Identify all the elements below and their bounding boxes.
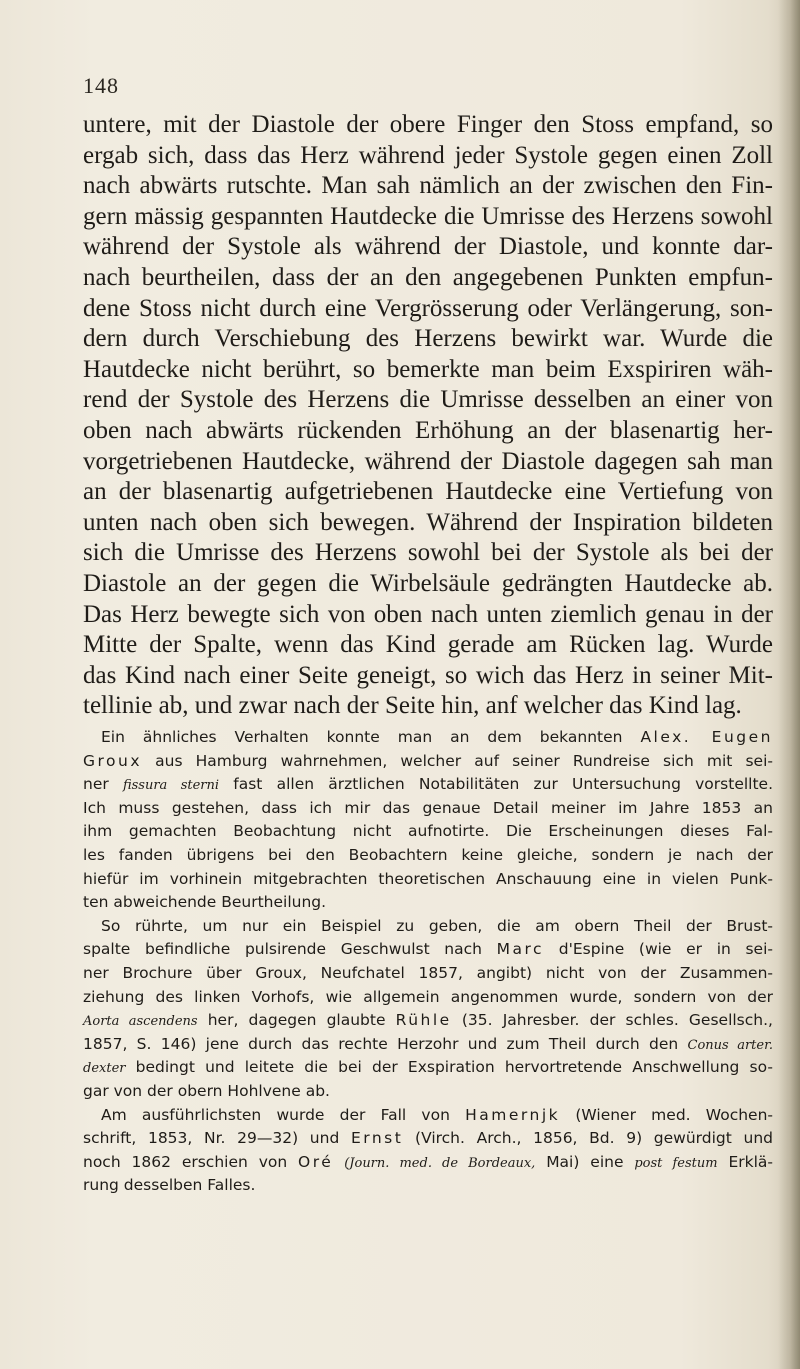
body-line: dern durch Verschiebung des Herzens bewirkt war. Wurde die [83, 325, 773, 353]
person-name-groux: Groux [83, 751, 143, 770]
person-name-ore: Oré [298, 1152, 334, 1171]
person-name-ruehle: Rühle [395, 1011, 452, 1030]
note-text: schrift, 1853, Nr. 29—32) und [83, 1129, 340, 1148]
body-line: gern mässig gespannten Hautdecke die Umrisse des Herzens sowohl [83, 202, 773, 230]
body-line: Das Herz bewegte sich von oben nach unten ziemlich genau in der [83, 600, 773, 628]
person-name-marc: Marc [496, 940, 545, 959]
note-text: Mai) eine [546, 1152, 624, 1171]
note-line: hiefür im vorhinein mitgebrachten theoretischen Anschauung eine in vielen Punk- [83, 869, 773, 888]
person-name-alex-eugen: Alex. Eugen [640, 728, 773, 746]
note-line: ner Brochure über Groux, Neufchatel 1857, angibt) nicht von der Zusammen- [83, 963, 773, 982]
body-line: Hautdecke nicht berührt, so bemerkte man beim Exspiriren wäh- [83, 355, 773, 383]
note-line [83, 726, 773, 750]
body-line: Mitte der Spalte, wenn das Kind gerade am Rücken lag. Wurde [83, 631, 773, 659]
body-line: dene Stoss nicht durch eine Vergrösserung oder Verlängerung, son- [83, 294, 773, 322]
note-line: So rührte, um nur ein Beispiel zu geben, die am obern Theil der Brust- [101, 916, 773, 935]
note-text: noch 1862 erschien von [83, 1152, 288, 1171]
note-text: d'Espine (wie er in sei- [558, 940, 773, 959]
note-text: (Virch. Arch., 1856, Bd. 9) gewürdigt und [415, 1129, 773, 1148]
note-line [83, 1151, 773, 1175]
note-line: ihm gemachten Beobachtung nicht aufnotirte. Die Erscheinungen dieses Fal- [83, 822, 773, 841]
note-line [83, 773, 773, 797]
body-line: unten nach oben sich bewegen. Während der Inspiration bildeten [83, 508, 773, 536]
person-name-ernst: Ernst [350, 1129, 404, 1148]
latin-term-conus-arter: Conus arter. [687, 1037, 773, 1053]
body-line: tellinie ab, und zwar nach der Seite hin, anf welcher das Kind lag. [83, 692, 742, 720]
journal-title-bordeaux: (Journ. med. de Bordeaux, [344, 1155, 536, 1171]
body-line: Diastole an der gegen die Wirbelsäule gedrängten Hautdecke ab. [83, 569, 773, 597]
note-text: bedingt und leitete die bei der Exspiration hervortretende Anschwellung so- [135, 1058, 773, 1077]
note-text: (35. Jahresber. der schles. Gesellsch., [461, 1011, 773, 1030]
note-text: fast allen ärztlichen Notabilitäten zur Untersuchung vorstellte. [233, 775, 774, 794]
note-text: Am ausführlichsten wurde der Fall von [101, 1105, 450, 1124]
main-body-text [83, 110, 773, 722]
note-line: Ich muss gestehen, dass ich mir das genaue Detail meiner im Jahre 1853 an [83, 798, 773, 817]
latin-term-post-festum: post festum [634, 1155, 718, 1171]
body-line: ergab sich, dass das Herz während jeder Systole gegen einen Zoll [83, 141, 773, 169]
note-line [83, 1033, 773, 1057]
body-line: während der Systole als während der Diastole, und konnte dar- [83, 233, 773, 261]
note-line: gar von der obern Hohlvene ab. [83, 1081, 330, 1100]
note-line [83, 1104, 773, 1128]
note-text: spalte befindliche pulsirende Geschwulst nach [83, 940, 482, 959]
note-text: (Wiener med. Wochen- [575, 1105, 773, 1124]
body-line: nach abwärts rutschte. Man sah nämlich an der zwischen den Fin- [83, 172, 773, 200]
note-line [83, 1009, 773, 1033]
latin-term-aorta-ascendens: Aorta ascendens [83, 1014, 198, 1030]
latin-term-fissura-sterni: fissura sterni [122, 778, 220, 794]
note-text: ner [83, 775, 109, 794]
note-line [83, 1127, 773, 1151]
note-text: Ein ähnliches Verhalten konnte man an dem bekannten [101, 728, 623, 746]
note-line: ten abweichende Beurtheilung. [83, 893, 327, 912]
note-text: her, dagegen glaubte [207, 1011, 386, 1030]
body-line: an der blasenartig aufgetriebenen Hautdecke eine Vertiefung von [83, 478, 773, 506]
note-line: rung desselben Falles. [83, 1176, 256, 1195]
body-line: vorgetriebenen Hautdecke, während der Diastole dagegen sah man [83, 447, 773, 475]
note-text: Erklä- [728, 1152, 773, 1171]
page-number: 148 [83, 73, 119, 98]
latin-term-dexter: dexter [83, 1061, 126, 1077]
body-line: das Kind nach einer Seite geneigt, so wich das Herz in seiner Mit- [83, 661, 773, 689]
person-name-hamernjk: Hamernjk [465, 1105, 561, 1124]
note-line [83, 938, 773, 962]
body-line: rend der Systole des Herzens die Umrisse desselben an einer von [83, 386, 773, 414]
footnote-text [83, 726, 773, 1198]
body-line: sich die Umrisse des Herzens sowohl bei der Systole als bei der [83, 539, 773, 567]
page-edge-shadow [778, 0, 800, 1369]
note-line [83, 750, 773, 774]
note-line: ziehung des linken Vorhofs, wie allgemein angenommen wurde, sondern von der [83, 987, 773, 1006]
note-line: les fanden übrigens bei den Beobachtern keine gleiche, sondern je nach der [83, 845, 773, 864]
body-line: nach beurtheilen, dass der an den angegebenen Punkten empfun- [83, 263, 773, 291]
body-line: oben nach abwärts rückenden Erhöhung an der blasenartig her- [83, 416, 773, 444]
note-text: 1857, S. 146) jene durch das rechte Herzohr und zum Theil durch den [83, 1034, 679, 1053]
note-text: aus Hamburg wahrnehmen, welcher auf seiner Rundreise sich mit sei- [155, 751, 773, 770]
note-line [83, 1056, 773, 1080]
body-line: untere, mit der Diastole der obere Finger den Stoss empfand, so [83, 111, 773, 138]
